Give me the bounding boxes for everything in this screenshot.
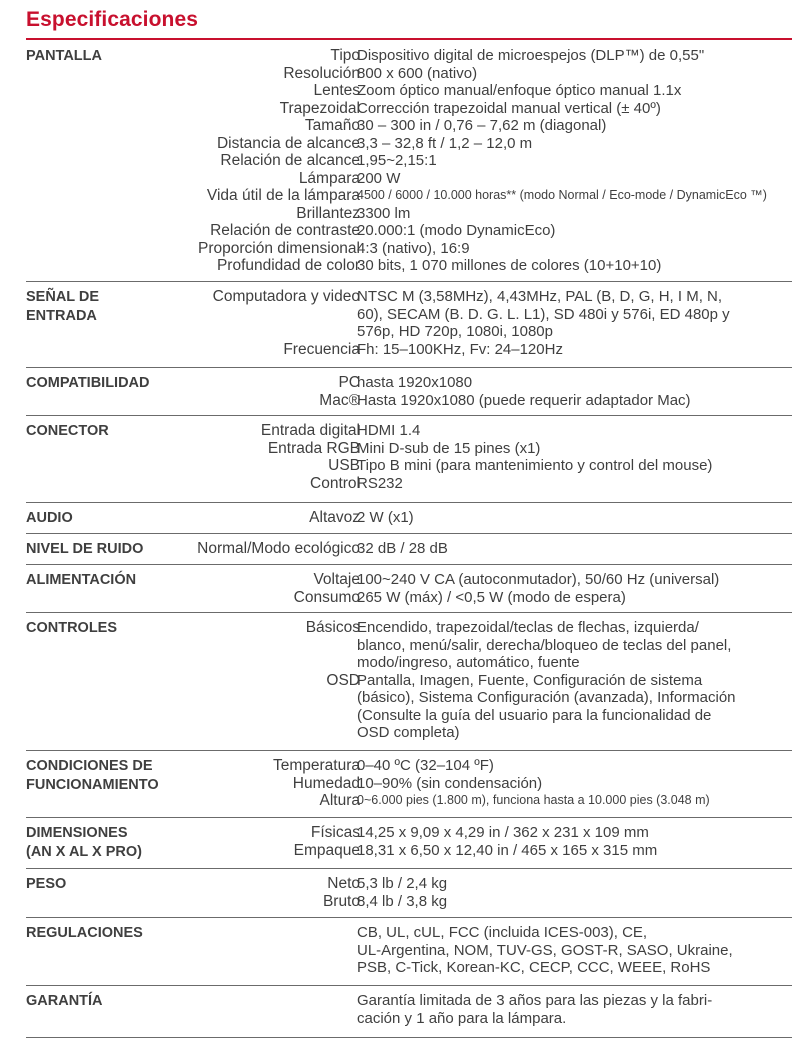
spec-value [357, 842, 797, 860]
category-heading [26, 422, 109, 441]
spec-value-line: 32 dB / 28 dB [357, 540, 448, 557]
category-heading [26, 824, 142, 861]
spec-value-line: Pantalla, Imagen, Fuente, Configuración de sistema [357, 671, 703, 689]
spec-label: Computadora y video [212, 288, 360, 305]
spec-value [357, 288, 797, 341]
category-heading-line: GARANTÍA [26, 993, 103, 1009]
category-heading-line: NIVEL DE RUIDO [26, 541, 144, 557]
spec-value-line: modo/ingreso, automático, fuente [357, 654, 580, 671]
spec-label: Relación de contraste [210, 222, 360, 239]
spec-value-line: 30 bits, 1 070 millones de colores (10+10+10) [357, 257, 662, 274]
category-heading [26, 875, 66, 894]
spec-section-regulaciones [26, 918, 792, 986]
spec-value-line: 4:3 (nativo), 16:9 [357, 239, 470, 257]
category-heading-line: CONDICIONES DE [26, 758, 153, 774]
spec-value-line: Corrección trapezoidal manual vertical (± 40º) [357, 99, 661, 117]
spec-value-line: 265 W (máx) / <0,5 W (modo de espera) [357, 588, 626, 606]
spec-value-line: 10–90% (sin condensación) [357, 774, 543, 792]
spec-section-audio [26, 503, 792, 534]
spec-label: Empaque [293, 841, 360, 859]
spec-label: Vida útil de la lámpara [206, 187, 360, 204]
spec-label: Entrada digital [260, 422, 360, 439]
spec-value [357, 757, 797, 775]
category-heading-line: CONECTOR [26, 423, 109, 439]
spec-value-line: Zoom óptico manual/enfoque óptico manual 1.1x [357, 82, 682, 99]
spec-value-line: 200 W [357, 169, 401, 187]
category-heading [26, 992, 103, 1011]
spec-value-line: 30 – 300 in / 0,76 – 7,62 m (diagonal) [357, 117, 607, 134]
spec-value-line: hasta 1920x1080 [357, 374, 473, 391]
spec-value-line: Garantía limitada de 3 años para las piezas y la fabri- [357, 992, 713, 1009]
spec-value-line: RS232 [357, 474, 403, 492]
spec-value [357, 222, 797, 240]
category-heading-line: SEÑAL DE [26, 289, 100, 305]
spec-value [357, 619, 797, 672]
spec-value-line: 1,95~2,15:1 [357, 152, 437, 169]
spec-value-line: 0–40 ºC (32–104 ºF) [357, 757, 494, 774]
spec-value [357, 135, 797, 153]
spec-label: Mac® [319, 391, 360, 409]
spec-value [357, 240, 797, 258]
spec-label: Resolución [283, 64, 360, 82]
spec-label: Relación de alcance [220, 152, 360, 169]
category-heading-line: REGULACIONES [26, 925, 143, 941]
spec-value [357, 509, 797, 527]
spec-value-line: 800 x 600 (nativo) [357, 64, 478, 82]
category-heading-line: CONTROLES [26, 620, 118, 636]
spec-value [357, 100, 797, 118]
spec-value-line: 100~240 V CA (autoconmutador), 50/60 Hz (universal) [357, 571, 720, 588]
section-divider [26, 1037, 792, 1038]
spec-label: Lámpara [298, 169, 360, 187]
category-heading [26, 571, 136, 590]
spec-value [357, 152, 797, 170]
spec-value [357, 82, 797, 100]
spec-value [357, 422, 797, 440]
spec-label: Físicas [310, 824, 360, 841]
spec-value-line: 3300 lm [357, 204, 411, 222]
spec-label: Básicos [305, 619, 360, 636]
spec-label: Humedad [292, 774, 360, 792]
spec-value-line: blanco, menú/salir, derecha/bloqueo de teclas del panel, [357, 636, 732, 654]
spec-label: Frecuencia [283, 340, 360, 358]
spec-value-line: 18,31 x 6,50 x 12,40 in / 465 x 165 x 315 mm [357, 841, 658, 859]
spec-value [357, 117, 797, 135]
spec-section-garantia [26, 986, 792, 1038]
spec-value [357, 47, 797, 65]
spec-label: Entrada RGB [267, 439, 360, 457]
spec-value-line: 0~6.000 pies (1.800 m), funciona hasta a 10.000 pies (3.048 m) [357, 793, 710, 807]
category-heading-line: ALIMENTACIÓN [26, 572, 137, 588]
category-heading-line: ENTRADA [26, 307, 97, 324]
spec-value [357, 475, 797, 493]
category-heading-line: FUNCIONAMIENTO [26, 776, 159, 793]
spec-value-line: 8,4 lb / 3,8 kg [357, 892, 448, 910]
spec-label: OSD [326, 671, 360, 689]
spec-label: Distancia de alcance [216, 134, 360, 152]
spec-section-controles [26, 613, 792, 751]
spec-value-line: Tipo B mini (para mantenimiento y control del mouse) [357, 457, 713, 474]
category-heading [26, 47, 102, 66]
spec-value-line: PSB, C-Tick, Korean-KC, CECP, CCC, WEEE, RoHS [357, 959, 711, 976]
spec-label: Tamaño [304, 117, 360, 134]
category-heading [26, 924, 143, 943]
spec-label: Brillantez [296, 204, 360, 222]
page-title: Especificaciones [26, 8, 199, 31]
spec-value-line: 5,3 lb / 2,4 kg [357, 875, 448, 892]
spec-value [357, 672, 797, 742]
spec-value-line: 576p, HD 720p, 1080i, 1080p [357, 323, 553, 340]
spec-value-line: (Consulte la guía del usuario para la funcionalidad de [357, 706, 712, 724]
spec-value-line: 14,25 x 9,09 x 4,29 in / 362 x 231 x 109 mm [357, 824, 649, 841]
spec-label: Bruto [322, 892, 360, 910]
category-heading-line: (AN X AL X PRO) [26, 843, 143, 860]
spec-value [357, 187, 797, 205]
spec-value [357, 440, 797, 458]
spec-value [357, 893, 797, 911]
category-heading [26, 540, 143, 559]
spec-section-conector [26, 416, 792, 503]
spec-label: Control [310, 474, 360, 492]
spec-value-line: Encendido, trapezoidal/teclas de flechas, izquierda/ [357, 619, 699, 636]
spec-value [357, 924, 797, 977]
spec-label: Tipo [330, 47, 360, 64]
spec-section-dimensiones-an-x-al-x-pro [26, 818, 792, 869]
title-divider [26, 38, 792, 40]
category-heading [26, 288, 99, 325]
spec-value [357, 589, 797, 607]
spec-value-line: 2 W (x1) [357, 509, 414, 526]
spec-value-line: 20.000:1 (modo DynamicEco) [357, 222, 556, 239]
spec-value-line: NTSC M (3,58MHz), 4,43MHz, PAL (B, D, G, H, I M, N, [357, 288, 723, 305]
spec-value [357, 392, 797, 410]
spec-label: USB [328, 457, 360, 474]
category-heading-line: DIMENSIONES [26, 825, 128, 841]
spec-label: Neto [327, 875, 360, 892]
spec-label: Normal/Modo ecológico [197, 540, 360, 557]
category-heading-line: AUDIO [26, 510, 73, 526]
spec-label: PC [338, 374, 360, 391]
spec-section-nivel-de-ruido [26, 534, 792, 565]
category-heading [26, 757, 159, 794]
spec-value [357, 775, 797, 793]
spec-value [357, 170, 797, 188]
spec-section-pantalla [26, 41, 792, 282]
spec-section-compatibilidad [26, 368, 792, 416]
spec-value [357, 257, 797, 275]
spec-value-line: Hasta 1920x1080 (puede requerir adaptador Mac) [357, 391, 691, 409]
spec-value-line: cación y 1 año para la lámpara. [357, 1009, 567, 1027]
spec-value [357, 341, 797, 359]
spec-label: Temperatura [272, 757, 360, 774]
spec-value-line: HDMI 1.4 [357, 422, 421, 439]
spec-label: Voltaje [313, 571, 360, 588]
spec-value-line: Fh: 15–100KHz, Fv: 24–120Hz [357, 340, 563, 358]
spec-value [357, 540, 797, 558]
spec-section-alimentacion [26, 565, 792, 613]
spec-value [357, 65, 797, 83]
spec-value [357, 824, 797, 842]
spec-value [357, 875, 797, 893]
spec-value [357, 374, 797, 392]
spec-section-condiciones-de-funcionamiento [26, 751, 792, 818]
spec-value-line: 4500 / 6000 / 10.000 horas** (modo Normal / Eco-mode / DynamicEco ™) [357, 188, 767, 202]
spec-label: Profundidad de color [216, 257, 360, 274]
spec-value-line: Mini D-sub de 15 pines (x1) [357, 439, 541, 457]
spec-value-line: Dispositivo digital de microespejos (DLP™) de 0,55" [357, 47, 705, 64]
spec-label: Proporción dimensional [198, 239, 360, 257]
spec-value [357, 571, 797, 589]
spec-value-line: OSD completa) [357, 724, 460, 741]
category-heading-line: COMPATIBILIDAD [26, 375, 150, 391]
category-heading [26, 374, 150, 393]
spec-label: Altavoz [309, 509, 360, 526]
spec-label: Lentes [313, 82, 360, 99]
spec-value [357, 457, 797, 475]
spec-value [357, 205, 797, 223]
spec-value-line: 60), SECAM (B. D. G. L. L1), SD 480i y 576i, ED 480p y [357, 305, 730, 323]
spec-section-senal-de-entrada [26, 282, 792, 368]
spec-value-line: 3,3 – 32,8 ft / 1,2 – 12,0 m [357, 134, 533, 152]
spec-value [357, 792, 797, 810]
spec-label: Consumo [293, 588, 360, 606]
spec-section-peso [26, 869, 792, 918]
category-heading-line: PANTALLA [26, 48, 102, 64]
category-heading-line: PESO [26, 876, 67, 892]
spec-value [357, 992, 797, 1027]
category-heading [26, 619, 117, 638]
category-heading [26, 509, 73, 528]
spec-label: Altura [319, 792, 360, 809]
spec-value-line: UL-Argentina, NOM, TUV-GS, GOST-R, SASO, Ukraine, [357, 941, 733, 959]
spec-value-line: (básico), Sistema Configuración (avanzada), Información [357, 689, 736, 706]
spec-label: Trapezoidal [279, 99, 360, 117]
spec-value-line: CB, UL, cUL, FCC (incluida ICES-003), CE, [357, 924, 648, 941]
